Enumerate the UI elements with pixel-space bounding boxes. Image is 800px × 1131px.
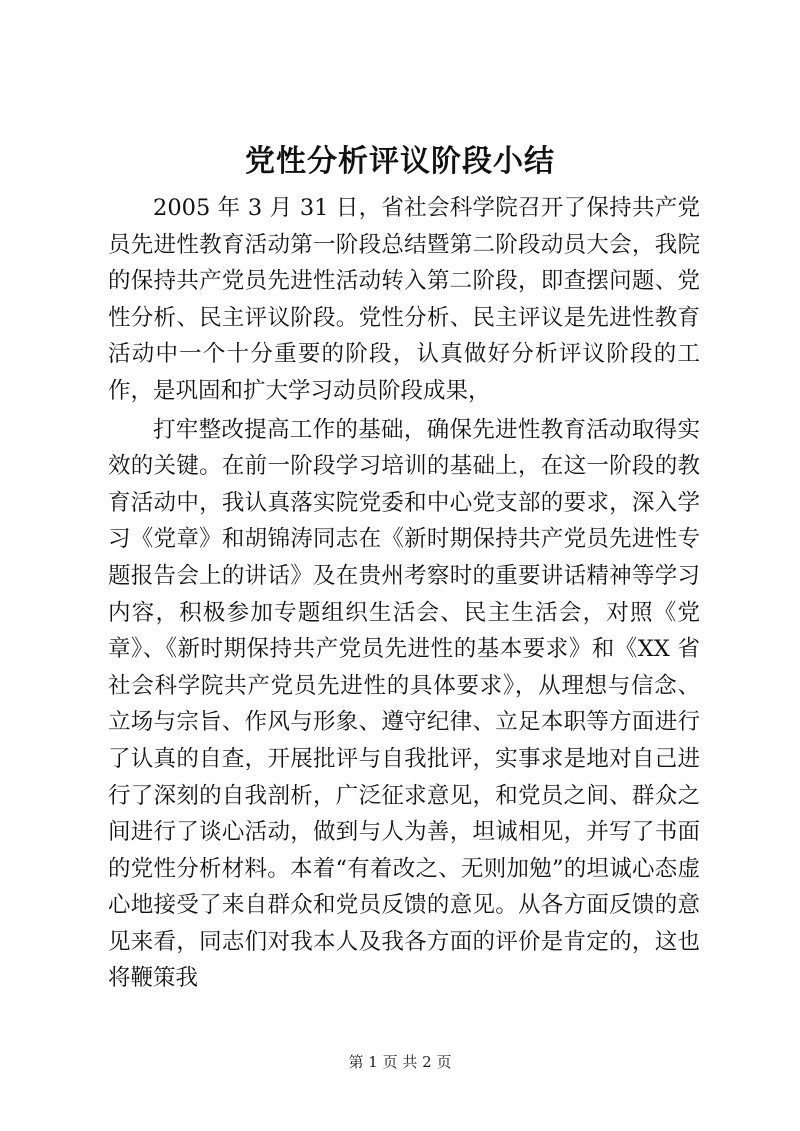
document-title: 党性分析评议阶段小结 — [245, 144, 555, 179]
paragraph-1: 2005 年 3 月 31 日，省社会科学院召开了保持共产党员先进性教育活动第一阶段总结暨第二阶段动员大会，我院的保持共产党员先进性活动转入第二阶段，即查摆问题、党性分析、民主评议阶段。党性分析、民主评议是先进性教育活动中一个十分重要的阶段，认真做好分析评议阶段的工作，是巩固和扩大学习动员阶段成果， — [108, 195, 700, 404]
page-footer: 第 1 页 共 2 页 — [348, 1053, 452, 1071]
paragraph-2: 打牢整改提高工作的基础，确保先进性教育活动取得实效的关键。在前一阶段学习培训的基础上，在这一阶段的教育活动中，我认真落实院党委和中心党支部的要求，深入学习《党章》和胡锦涛同志在《新时期保持共产党员先进性专题报告会上的讲话》及在贵州考察时的重要讲话精神等学习内容，积极参加专题组织生活会、民主生活会，对照《党章》、《新时期保持共产党员先进性的基本要求》和《XX 省社会科学院共产党员先进性的具体要求》，从理想与信念、立场与宗旨、作风与形象、遵守纪律、立足本职等方面进行了认真的自查，开展批评与自我批评，实事求是地对自己进行了深刻的自我剖析，广泛征求意见，和党员之间、群众之间进行了谈心活动，做到与人为善，坦诚相见，并写了书面的党性分析材料。本着“有着改之、无则加勉”的坦诚心态虚心地接受了来自群众和党员反馈的意见。从各方面反馈的意见来看，同志们对我本人及我各方面的评价是肯定的，这也将鞭策我 — [108, 416, 700, 992]
document-body — [108, 190, 700, 997]
